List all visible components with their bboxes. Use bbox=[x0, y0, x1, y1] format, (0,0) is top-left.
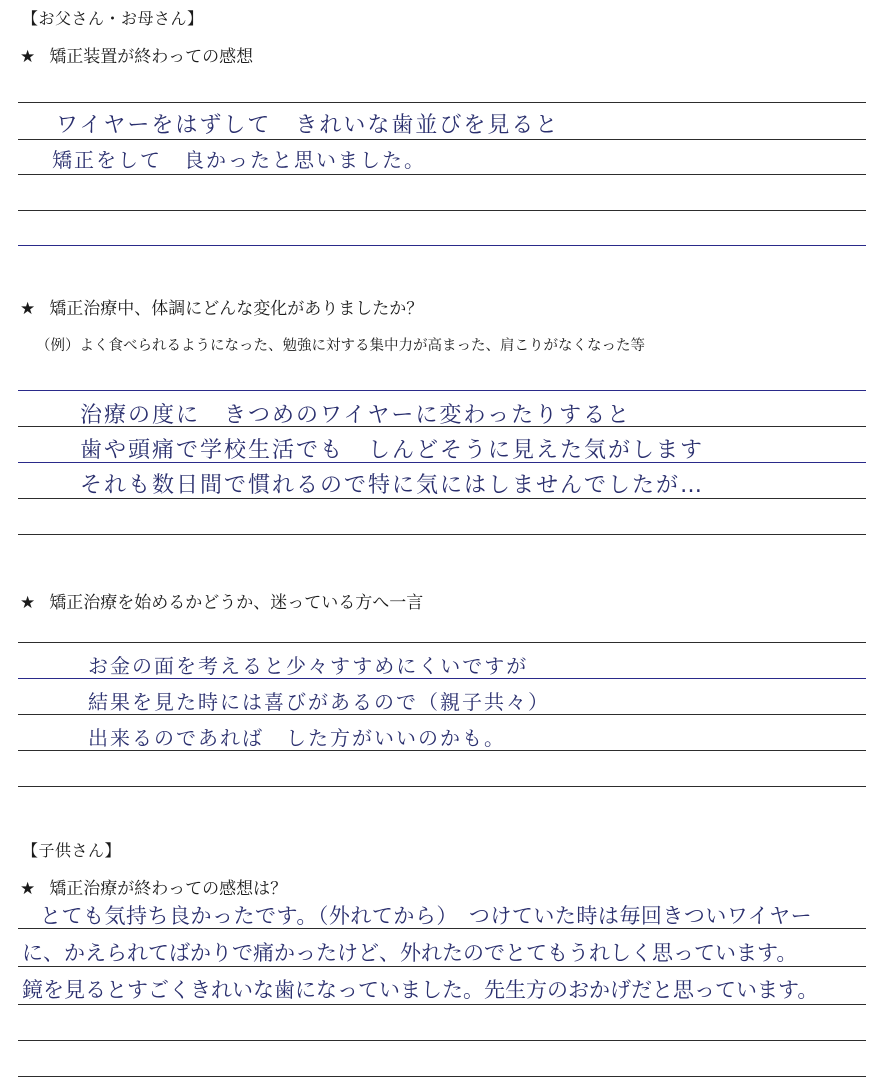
handwritten-answer-line: お金の面を考えると少々すすめにくいですが bbox=[88, 654, 529, 678]
child-question-1 bbox=[20, 874, 287, 899]
handwritten-answer-line: とても気持ち良かったです。（外れてから） つけていた時は毎回きついワイヤー bbox=[40, 904, 813, 928]
star-icon: ★ bbox=[20, 593, 36, 613]
answer-line bbox=[18, 174, 866, 175]
question-2 bbox=[20, 294, 423, 319]
answer-line bbox=[18, 1004, 866, 1005]
answer-line bbox=[18, 1040, 866, 1041]
handwritten-answer-line: ワイヤーをはずして きれいな歯並びを見ると bbox=[56, 113, 560, 138]
answer-line bbox=[18, 210, 866, 211]
question-1 bbox=[20, 42, 253, 67]
answer-line bbox=[18, 1076, 866, 1077]
question-1-text: 矯正装置が終わっての感想 bbox=[49, 47, 254, 67]
child-section-heading: 【子供さん】 bbox=[22, 841, 122, 860]
answer-line bbox=[18, 534, 866, 535]
answer-line bbox=[18, 139, 866, 140]
answer-line bbox=[18, 786, 866, 787]
child-question-1-text: 矯正治療が終わっての感想は？ bbox=[49, 879, 288, 899]
star-icon: ★ bbox=[20, 879, 36, 899]
answer-line bbox=[18, 390, 866, 391]
handwritten-answer-line: 結果を見た時には喜びがあるので（親子共々） bbox=[88, 690, 550, 714]
handwritten-answer-line: 出来るのであれば した方がいいのかも。 bbox=[88, 726, 506, 750]
handwritten-answer-line: 矯正をして 良かったと思いました。 bbox=[52, 148, 426, 172]
star-icon: ★ bbox=[20, 299, 36, 319]
question-2-example: （例）よく食べられるようになった、勉強に対する集中力が高まった、肩こりがなくなった等 bbox=[36, 338, 645, 354]
handwritten-answer-line: 鏡を見るとすごくきれいな歯になっていました。先生方のおかげだと思っています。 bbox=[22, 978, 819, 1002]
answer-line bbox=[18, 102, 866, 103]
question-3-text: 矯正治療を始めるかどうか、迷っている方へ一言 bbox=[49, 593, 424, 613]
handwritten-answer-line: 歯や頭痛で学校生活でも しんどそうに見えた気がします bbox=[80, 438, 705, 463]
handwritten-answer-line: 治療の度に きつめのワイヤーに変わったりすると bbox=[80, 403, 632, 428]
star-icon: ★ bbox=[20, 47, 36, 67]
parents-section-heading: 【お父さん・お母さん】 bbox=[22, 9, 204, 28]
answer-line bbox=[18, 642, 866, 643]
question-3 bbox=[20, 588, 423, 613]
handwritten-answer-line: それも数日間で慣れるので特に気にはしませんでしたが… bbox=[80, 473, 705, 498]
answer-line bbox=[18, 245, 866, 246]
question-2-text: 矯正治療中、体調にどんな変化がありましたか？ bbox=[49, 299, 424, 319]
handwritten-answer-line: に、かえられてばかりで痛かったけど、外れたのでとてもうれしく思っています。 bbox=[22, 941, 798, 965]
